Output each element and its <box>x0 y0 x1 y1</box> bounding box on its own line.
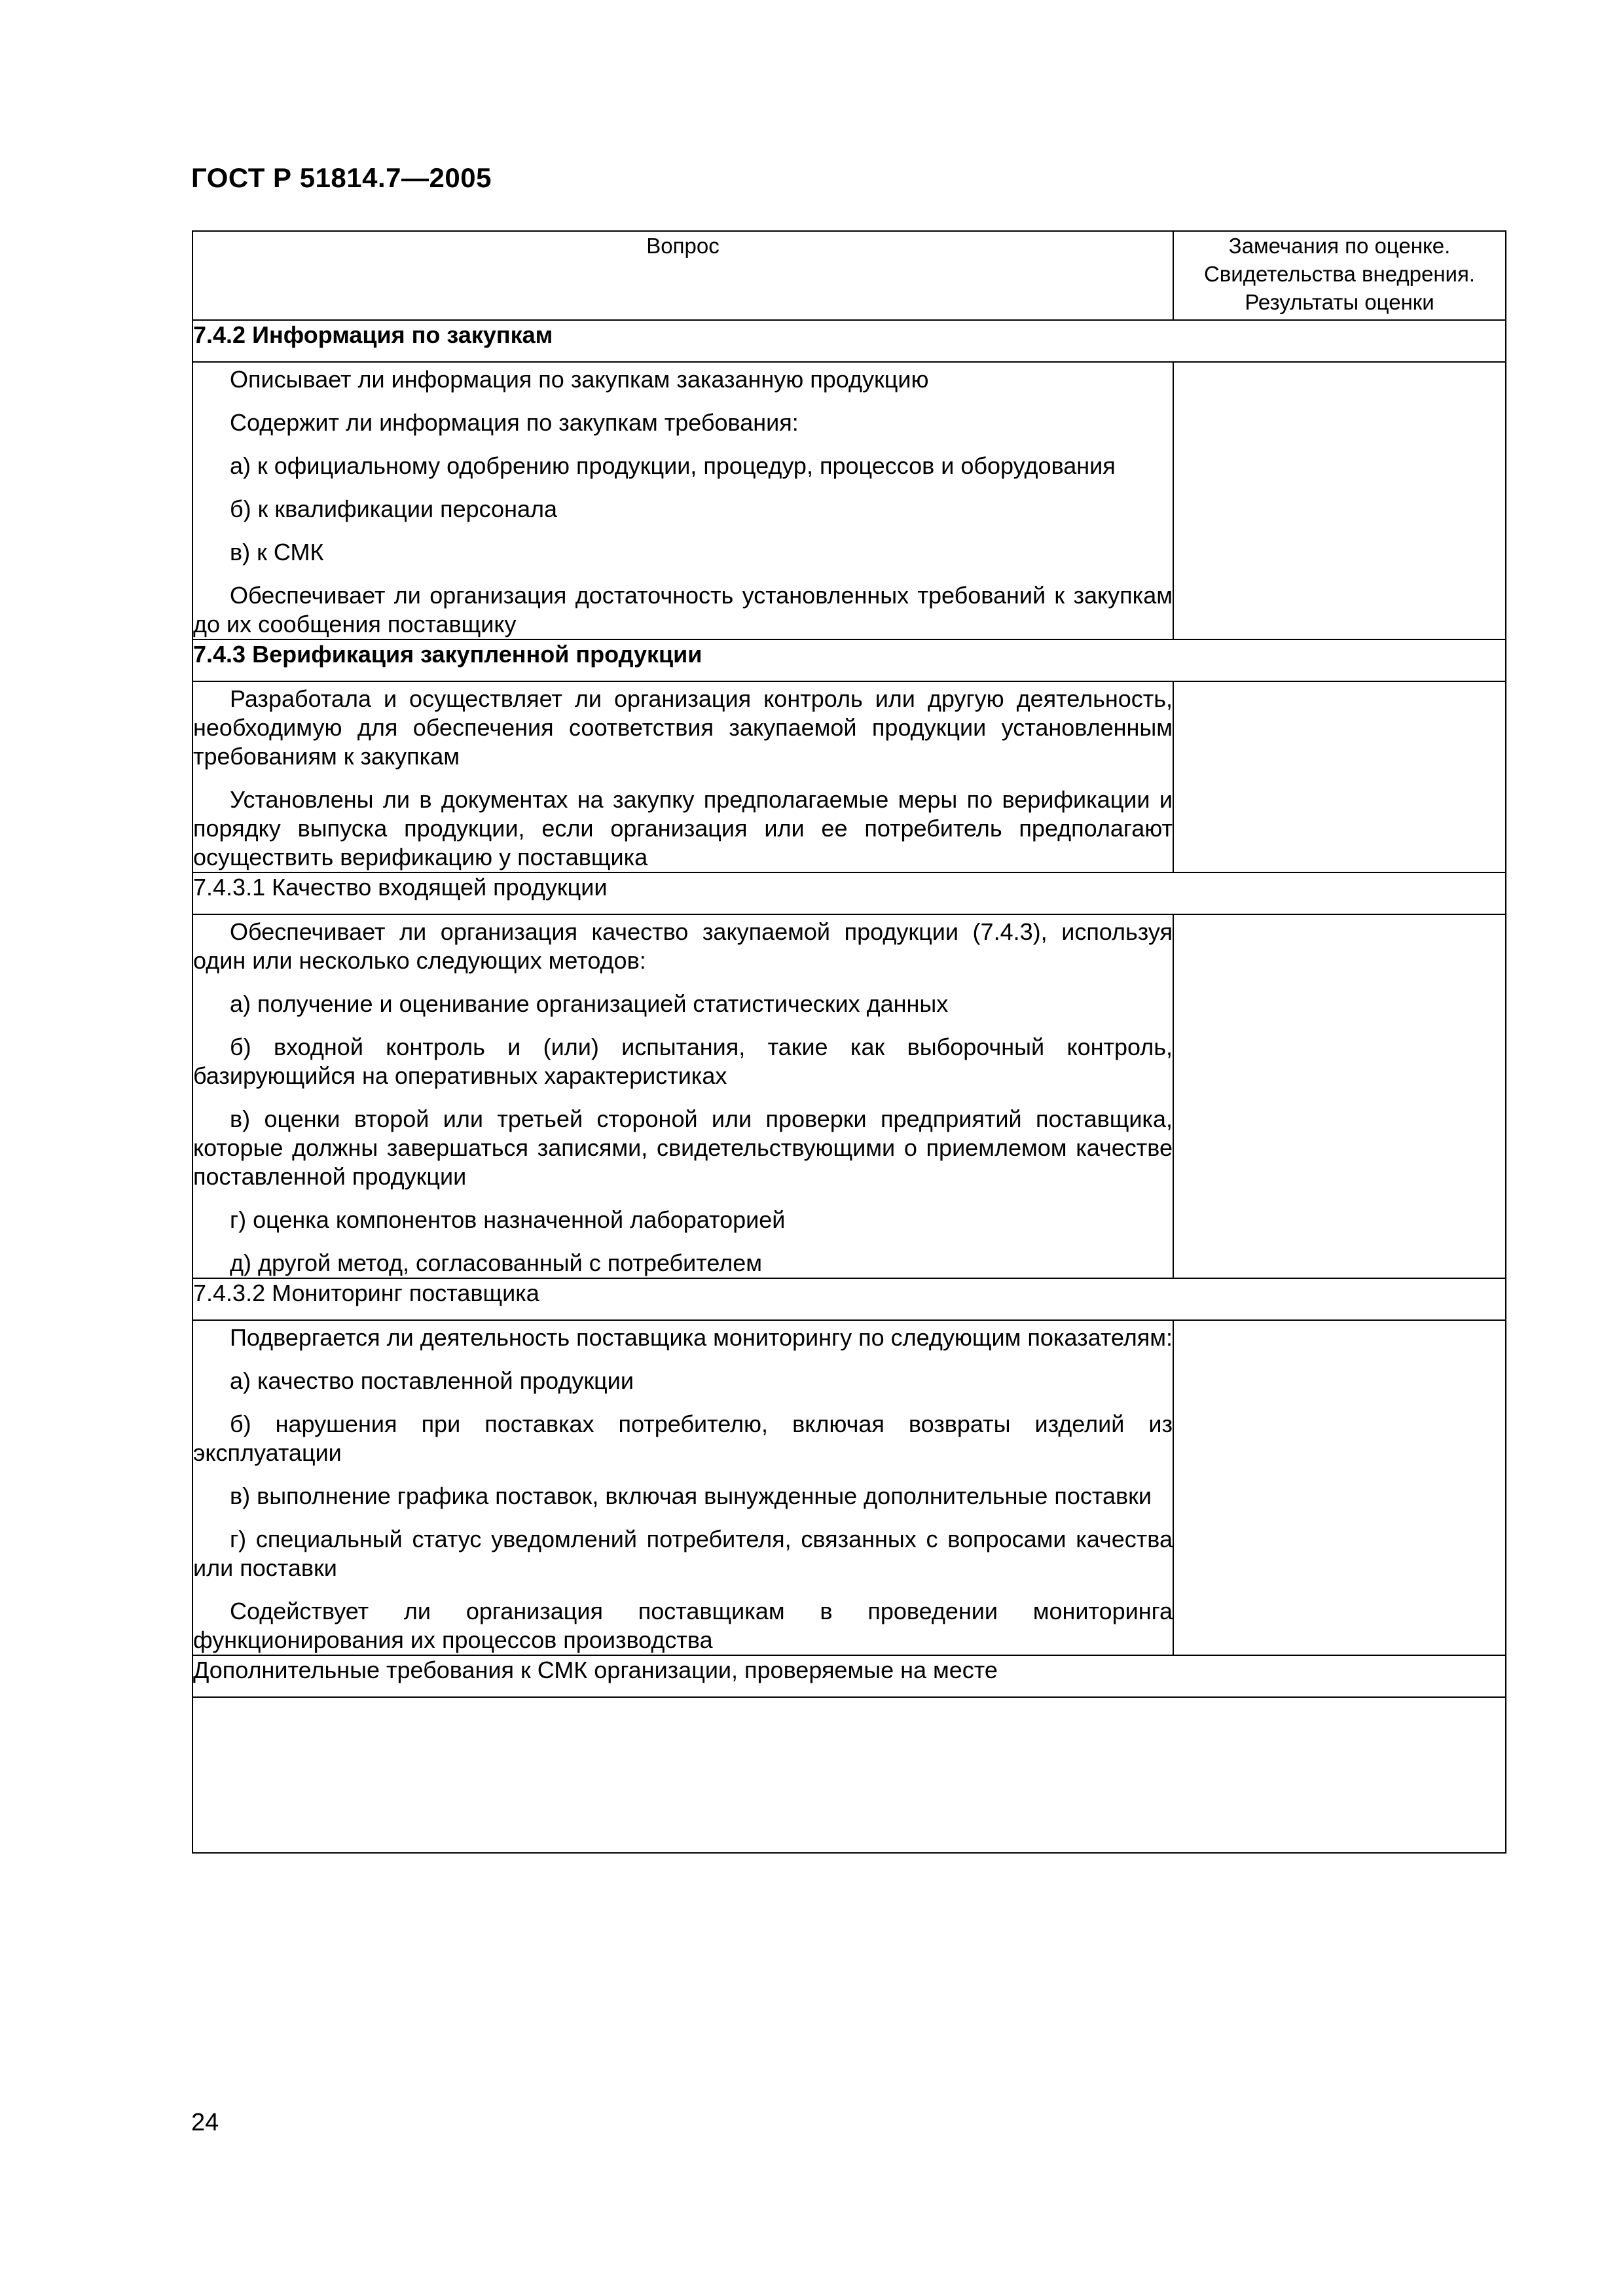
question-text: Подвергается ли деятельность поставщика мониторингу по следующим показателям: <box>230 1324 1173 1351</box>
question-cell <box>192 1320 1173 1655</box>
section-title-7-4-3-2: 7.4.3.2 Мониторинг поставщика <box>192 1278 1506 1320</box>
column-header-remarks <box>1173 231 1506 320</box>
section-title-7-4-2: 7.4.2 Информация по закупкам <box>192 320 1506 362</box>
document-header: ГОСТ Р 51814.7—2005 <box>191 162 492 193</box>
question-row <box>192 914 1506 1278</box>
list-item: б) к квалификации персонала <box>230 495 557 522</box>
list-item: г) оценка компонентов назначенной лабораторией <box>230 1206 786 1233</box>
list-item: д) другой метод, согласованный с потребителем <box>230 1249 762 1276</box>
question-cell <box>192 681 1173 872</box>
page-number: 24 <box>191 2109 219 2136</box>
question-text: Разработала и осуществляет ли организация контроль или другую деятельность, необходимую для обеспечения соответствия закупаемой продукции установленным требованиям к закупкам <box>193 685 1173 770</box>
question-text: Обеспечивает ли организация достаточность установленных требований к закупкам до их сообщения поставщику <box>193 582 1173 637</box>
section-row <box>192 639 1506 681</box>
section-row <box>192 320 1506 362</box>
question-text: Содержит ли информация по закупкам требования: <box>230 409 799 436</box>
remarks-cell[interactable] <box>1173 1320 1506 1655</box>
section-title-7-4-3: 7.4.3 Верификация закупленной продукции <box>192 639 1506 681</box>
checklist-table <box>192 230 1506 1854</box>
question-text: Содействует ли организация поставщикам в проведении мониторинга функционирования их процессов производства <box>193 1598 1173 1653</box>
list-item: б) входной контроль и (или) испытания, такие как выборочный контроль, базирующийся на оперативных характеристиках <box>193 1033 1173 1089</box>
section-row <box>192 1655 1506 1697</box>
column-header-question: Вопрос <box>192 231 1173 320</box>
blank-notes-cell[interactable] <box>192 1697 1506 1853</box>
remarks-cell[interactable] <box>1173 681 1506 872</box>
section-row <box>192 1278 1506 1320</box>
list-item: г) специальный статус уведомлений потребителя, связанных с вопросами качества или поставки <box>193 1526 1173 1581</box>
remarks-cell[interactable] <box>1173 914 1506 1278</box>
remarks-header-line: Результаты оценки <box>1245 290 1434 314</box>
question-text: Установлены ли в документах на закупку предполагаемые меры по верификации и порядку выпуска продукции, если организация или ее потребитель предполагают осуществить верификацию у поставщика <box>193 786 1173 870</box>
question-cell <box>192 914 1173 1278</box>
list-item: в) выполнение графика поставок, включая вынужденные дополнительные поставки <box>230 1482 1152 1509</box>
list-item: а) получение и оценивание организацией статистических данных <box>230 990 949 1017</box>
question-text: Описывает ли информация по закупкам заказанную продукцию <box>230 366 929 393</box>
question-row <box>192 681 1506 872</box>
question-cell <box>192 362 1173 639</box>
list-item: в) к СМК <box>230 539 324 565</box>
blank-row <box>192 1697 1506 1853</box>
list-item: а) к официальному одобрению продукции, процедур, процессов и оборудования <box>230 452 1116 479</box>
table-header-row <box>192 231 1506 320</box>
remarks-header-line: Замечания по оценке. <box>1228 234 1451 258</box>
question-text: Обеспечивает ли организация качество закупаемой продукции (7.4.3), используя один или несколько следующих методов: <box>193 918 1173 974</box>
remarks-cell[interactable] <box>1173 362 1506 639</box>
list-item: в) оценки второй или третьей стороной или проверки предприятий поставщика, которые должны завершаться записями, свидетельствующими о приемлемом качестве поставленной продукции <box>193 1105 1173 1190</box>
question-row <box>192 1320 1506 1655</box>
section-title-7-4-3-1: 7.4.3.1 Качество входящей продукции <box>192 872 1506 914</box>
section-title-additional: Дополнительные требования к СМК организации, проверяемые на месте <box>192 1655 1506 1697</box>
list-item: б) нарушения при поставках потребителю, включая возвраты изделий из эксплуатации <box>193 1410 1173 1466</box>
question-row <box>192 362 1506 639</box>
section-row <box>192 872 1506 914</box>
list-item: а) качество поставленной продукции <box>230 1367 634 1394</box>
remarks-header-line: Свидетельства внедрения. <box>1203 262 1476 286</box>
